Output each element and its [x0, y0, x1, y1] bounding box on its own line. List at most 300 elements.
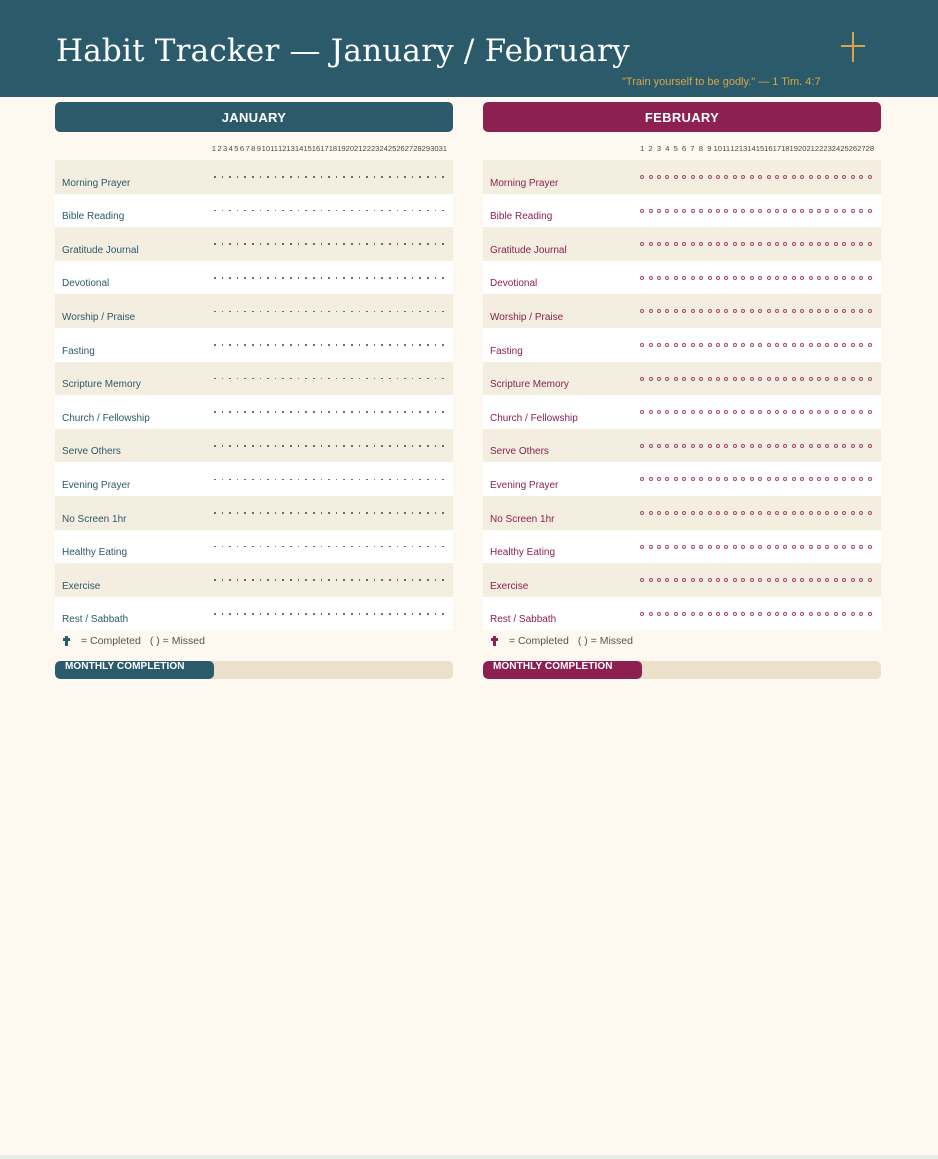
day-checkbox[interactable]	[840, 175, 848, 179]
day-checkbox[interactable]	[764, 309, 772, 313]
day-checkbox[interactable]	[386, 277, 394, 279]
day-checkbox[interactable]	[840, 444, 848, 448]
day-checkbox[interactable]	[234, 344, 242, 346]
day-checkbox[interactable]	[806, 276, 814, 280]
day-checkbox[interactable]	[432, 512, 440, 514]
day-checkbox[interactable]	[672, 612, 680, 616]
day-checkbox[interactable]	[840, 377, 848, 381]
day-checkbox[interactable]	[249, 546, 257, 548]
day-checkbox[interactable]	[815, 309, 823, 313]
day-checkbox[interactable]	[241, 512, 249, 514]
day-checkbox[interactable]	[272, 613, 280, 615]
day-checkbox[interactable]	[371, 344, 379, 346]
day-checkbox[interactable]	[439, 445, 447, 447]
day-checkbox[interactable]	[340, 243, 348, 245]
day-checkbox[interactable]	[348, 210, 356, 212]
day-checkbox[interactable]	[295, 411, 303, 413]
day-checkbox[interactable]	[241, 243, 249, 245]
day-checkbox[interactable]	[333, 210, 341, 212]
day-checkbox[interactable]	[287, 613, 295, 615]
day-checkbox[interactable]	[764, 612, 772, 616]
day-checkbox[interactable]	[689, 309, 697, 313]
day-checkbox[interactable]	[295, 613, 303, 615]
day-checkbox[interactable]	[272, 344, 280, 346]
day-checkbox[interactable]	[798, 343, 806, 347]
day-checkbox[interactable]	[823, 377, 831, 381]
day-checkbox[interactable]	[798, 444, 806, 448]
day-checkbox[interactable]	[287, 546, 295, 548]
day-checkbox[interactable]	[409, 479, 417, 481]
day-checkbox[interactable]	[655, 511, 663, 515]
day-checkbox[interactable]	[416, 579, 424, 581]
day-checkbox[interactable]	[333, 546, 341, 548]
day-checkbox[interactable]	[773, 276, 781, 280]
day-checkbox[interactable]	[832, 410, 840, 414]
day-checkbox[interactable]	[219, 210, 227, 212]
day-checkbox[interactable]	[401, 344, 409, 346]
day-checkbox[interactable]	[756, 276, 764, 280]
day-checkbox[interactable]	[424, 243, 432, 245]
day-checkbox[interactable]	[416, 445, 424, 447]
day-checkbox[interactable]	[401, 311, 409, 313]
day-checkbox[interactable]	[672, 276, 680, 280]
day-checkbox[interactable]	[264, 411, 272, 413]
day-checkbox[interactable]	[234, 579, 242, 581]
day-checkbox[interactable]	[731, 545, 739, 549]
day-checkbox[interactable]	[646, 545, 654, 549]
day-checkbox[interactable]	[439, 411, 447, 413]
day-checkbox[interactable]	[672, 309, 680, 313]
day-checkbox[interactable]	[798, 276, 806, 280]
day-checkbox[interactable]	[790, 444, 798, 448]
day-checkbox[interactable]	[798, 175, 806, 179]
day-checkbox[interactable]	[234, 378, 242, 380]
day-checkbox[interactable]	[386, 243, 394, 245]
day-checkbox[interactable]	[646, 209, 654, 213]
day-checkbox[interactable]	[249, 613, 257, 615]
day-checkbox[interactable]	[663, 175, 671, 179]
day-checkbox[interactable]	[714, 477, 722, 481]
day-checkbox[interactable]	[249, 479, 257, 481]
day-checkbox[interactable]	[781, 377, 789, 381]
day-checkbox[interactable]	[865, 343, 873, 347]
day-checkbox[interactable]	[663, 276, 671, 280]
day-checkbox[interactable]	[249, 277, 257, 279]
day-checkbox[interactable]	[756, 343, 764, 347]
day-checkbox[interactable]	[655, 175, 663, 179]
day-checkbox[interactable]	[318, 512, 326, 514]
day-checkbox[interactable]	[773, 175, 781, 179]
day-checkbox[interactable]	[226, 210, 234, 212]
day-checkbox[interactable]	[857, 175, 865, 179]
day-checkbox[interactable]	[371, 411, 379, 413]
day-checkbox[interactable]	[790, 242, 798, 246]
day-checkbox[interactable]	[333, 479, 341, 481]
day-checkbox[interactable]	[424, 344, 432, 346]
day-checkbox[interactable]	[302, 411, 310, 413]
day-checkbox[interactable]	[310, 311, 318, 313]
day-checkbox[interactable]	[697, 578, 705, 582]
day-checkbox[interactable]	[781, 545, 789, 549]
day-checkbox[interactable]	[211, 210, 219, 212]
day-checkbox[interactable]	[363, 613, 371, 615]
day-checkbox[interactable]	[302, 613, 310, 615]
day-checkbox[interactable]	[815, 276, 823, 280]
day-checkbox[interactable]	[747, 242, 755, 246]
day-checkbox[interactable]	[249, 210, 257, 212]
day-checkbox[interactable]	[257, 176, 265, 178]
day-checkbox[interactable]	[333, 277, 341, 279]
day-checkbox[interactable]	[756, 242, 764, 246]
day-checkbox[interactable]	[409, 512, 417, 514]
day-checkbox[interactable]	[378, 445, 386, 447]
day-checkbox[interactable]	[424, 311, 432, 313]
day-checkbox[interactable]	[857, 410, 865, 414]
day-checkbox[interactable]	[287, 277, 295, 279]
day-checkbox[interactable]	[849, 545, 857, 549]
day-checkbox[interactable]	[378, 546, 386, 548]
day-checkbox[interactable]	[249, 411, 257, 413]
day-checkbox[interactable]	[386, 546, 394, 548]
day-checkbox[interactable]	[234, 311, 242, 313]
day-checkbox[interactable]	[394, 277, 402, 279]
day-checkbox[interactable]	[279, 546, 287, 548]
day-checkbox[interactable]	[356, 479, 364, 481]
day-checkbox[interactable]	[416, 176, 424, 178]
day-checkbox[interactable]	[325, 411, 333, 413]
day-checkbox[interactable]	[756, 309, 764, 313]
day-checkbox[interactable]	[394, 344, 402, 346]
day-checkbox[interactable]	[325, 344, 333, 346]
day-checkbox[interactable]	[279, 512, 287, 514]
day-checkbox[interactable]	[680, 545, 688, 549]
day-checkbox[interactable]	[756, 477, 764, 481]
day-checkbox[interactable]	[302, 210, 310, 212]
day-checkbox[interactable]	[747, 276, 755, 280]
day-checkbox[interactable]	[689, 276, 697, 280]
day-checkbox[interactable]	[857, 309, 865, 313]
day-checkbox[interactable]	[764, 410, 772, 414]
day-checkbox[interactable]	[279, 277, 287, 279]
day-checkbox[interactable]	[680, 477, 688, 481]
day-checkbox[interactable]	[739, 175, 747, 179]
day-checkbox[interactable]	[371, 512, 379, 514]
day-checkbox[interactable]	[264, 311, 272, 313]
day-checkbox[interactable]	[363, 277, 371, 279]
day-checkbox[interactable]	[386, 210, 394, 212]
day-checkbox[interactable]	[663, 343, 671, 347]
day-checkbox[interactable]	[416, 613, 424, 615]
day-checkbox[interactable]	[705, 511, 713, 515]
day-checkbox[interactable]	[722, 175, 730, 179]
day-checkbox[interactable]	[857, 276, 865, 280]
day-checkbox[interactable]	[333, 344, 341, 346]
day-checkbox[interactable]	[764, 545, 772, 549]
day-checkbox[interactable]	[356, 277, 364, 279]
day-checkbox[interactable]	[249, 378, 257, 380]
day-checkbox[interactable]	[287, 210, 295, 212]
day-checkbox[interactable]	[264, 176, 272, 178]
day-checkbox[interactable]	[823, 477, 831, 481]
day-checkbox[interactable]	[722, 477, 730, 481]
day-checkbox[interactable]	[739, 242, 747, 246]
day-checkbox[interactable]	[318, 243, 326, 245]
day-checkbox[interactable]	[697, 612, 705, 616]
day-checkbox[interactable]	[806, 477, 814, 481]
day-checkbox[interactable]	[378, 176, 386, 178]
day-checkbox[interactable]	[401, 546, 409, 548]
day-checkbox[interactable]	[865, 477, 873, 481]
day-checkbox[interactable]	[241, 613, 249, 615]
day-checkbox[interactable]	[697, 309, 705, 313]
day-checkbox[interactable]	[672, 410, 680, 414]
day-checkbox[interactable]	[295, 210, 303, 212]
day-checkbox[interactable]	[348, 479, 356, 481]
day-checkbox[interactable]	[747, 511, 755, 515]
day-checkbox[interactable]	[806, 410, 814, 414]
day-checkbox[interactable]	[211, 243, 219, 245]
day-checkbox[interactable]	[264, 445, 272, 447]
day-checkbox[interactable]	[705, 410, 713, 414]
day-checkbox[interactable]	[865, 578, 873, 582]
day-checkbox[interactable]	[432, 277, 440, 279]
day-checkbox[interactable]	[764, 578, 772, 582]
day-checkbox[interactable]	[394, 613, 402, 615]
day-checkbox[interactable]	[798, 477, 806, 481]
day-checkbox[interactable]	[416, 378, 424, 380]
day-checkbox[interactable]	[832, 209, 840, 213]
day-checkbox[interactable]	[680, 578, 688, 582]
day-checkbox[interactable]	[705, 276, 713, 280]
day-checkbox[interactable]	[424, 613, 432, 615]
day-checkbox[interactable]	[234, 243, 242, 245]
day-checkbox[interactable]	[790, 612, 798, 616]
day-checkbox[interactable]	[439, 344, 447, 346]
day-checkbox[interactable]	[386, 613, 394, 615]
day-checkbox[interactable]	[756, 578, 764, 582]
day-checkbox[interactable]	[325, 479, 333, 481]
day-checkbox[interactable]	[226, 546, 234, 548]
day-checkbox[interactable]	[790, 511, 798, 515]
day-checkbox[interactable]	[705, 242, 713, 246]
day-checkbox[interactable]	[739, 209, 747, 213]
day-checkbox[interactable]	[806, 309, 814, 313]
day-checkbox[interactable]	[832, 377, 840, 381]
day-checkbox[interactable]	[211, 277, 219, 279]
day-checkbox[interactable]	[424, 277, 432, 279]
day-checkbox[interactable]	[672, 578, 680, 582]
day-checkbox[interactable]	[241, 579, 249, 581]
day-checkbox[interactable]	[279, 344, 287, 346]
day-checkbox[interactable]	[219, 579, 227, 581]
day-checkbox[interactable]	[310, 579, 318, 581]
day-checkbox[interactable]	[638, 242, 646, 246]
day-checkbox[interactable]	[731, 242, 739, 246]
day-checkbox[interactable]	[424, 546, 432, 548]
day-checkbox[interactable]	[340, 176, 348, 178]
day-checkbox[interactable]	[731, 276, 739, 280]
day-checkbox[interactable]	[241, 277, 249, 279]
day-checkbox[interactable]	[378, 378, 386, 380]
day-checkbox[interactable]	[781, 477, 789, 481]
day-checkbox[interactable]	[638, 477, 646, 481]
day-checkbox[interactable]	[697, 410, 705, 414]
day-checkbox[interactable]	[348, 579, 356, 581]
day-checkbox[interactable]	[401, 243, 409, 245]
day-checkbox[interactable]	[689, 209, 697, 213]
day-checkbox[interactable]	[798, 612, 806, 616]
day-checkbox[interactable]	[310, 243, 318, 245]
day-checkbox[interactable]	[773, 545, 781, 549]
day-checkbox[interactable]	[857, 444, 865, 448]
day-checkbox[interactable]	[731, 578, 739, 582]
day-checkbox[interactable]	[401, 579, 409, 581]
day-checkbox[interactable]	[219, 176, 227, 178]
day-checkbox[interactable]	[840, 309, 848, 313]
day-checkbox[interactable]	[865, 410, 873, 414]
day-checkbox[interactable]	[416, 210, 424, 212]
day-checkbox[interactable]	[378, 479, 386, 481]
day-checkbox[interactable]	[764, 444, 772, 448]
day-checkbox[interactable]	[340, 210, 348, 212]
day-checkbox[interactable]	[773, 209, 781, 213]
day-checkbox[interactable]	[714, 343, 722, 347]
day-checkbox[interactable]	[348, 411, 356, 413]
day-checkbox[interactable]	[257, 277, 265, 279]
day-checkbox[interactable]	[394, 311, 402, 313]
day-checkbox[interactable]	[781, 410, 789, 414]
day-checkbox[interactable]	[394, 479, 402, 481]
day-checkbox[interactable]	[655, 276, 663, 280]
day-checkbox[interactable]	[798, 545, 806, 549]
day-checkbox[interactable]	[272, 243, 280, 245]
day-checkbox[interactable]	[356, 579, 364, 581]
day-checkbox[interactable]	[325, 613, 333, 615]
day-checkbox[interactable]	[378, 613, 386, 615]
day-checkbox[interactable]	[318, 445, 326, 447]
day-checkbox[interactable]	[424, 210, 432, 212]
day-checkbox[interactable]	[849, 377, 857, 381]
day-checkbox[interactable]	[815, 578, 823, 582]
day-checkbox[interactable]	[219, 613, 227, 615]
day-checkbox[interactable]	[401, 512, 409, 514]
day-checkbox[interactable]	[302, 479, 310, 481]
day-checkbox[interactable]	[416, 512, 424, 514]
day-checkbox[interactable]	[714, 612, 722, 616]
day-checkbox[interactable]	[857, 209, 865, 213]
day-checkbox[interactable]	[386, 378, 394, 380]
day-checkbox[interactable]	[798, 410, 806, 414]
day-checkbox[interactable]	[287, 344, 295, 346]
day-checkbox[interactable]	[439, 176, 447, 178]
day-checkbox[interactable]	[424, 176, 432, 178]
day-checkbox[interactable]	[226, 176, 234, 178]
day-checkbox[interactable]	[849, 578, 857, 582]
day-checkbox[interactable]	[226, 243, 234, 245]
day-checkbox[interactable]	[333, 378, 341, 380]
day-checkbox[interactable]	[249, 311, 257, 313]
day-checkbox[interactable]	[697, 545, 705, 549]
day-checkbox[interactable]	[272, 411, 280, 413]
day-checkbox[interactable]	[401, 479, 409, 481]
day-checkbox[interactable]	[638, 545, 646, 549]
day-checkbox[interactable]	[781, 209, 789, 213]
day-checkbox[interactable]	[394, 579, 402, 581]
day-checkbox[interactable]	[241, 210, 249, 212]
day-checkbox[interactable]	[747, 377, 755, 381]
day-checkbox[interactable]	[264, 210, 272, 212]
day-checkbox[interactable]	[272, 479, 280, 481]
day-checkbox[interactable]	[219, 243, 227, 245]
day-checkbox[interactable]	[416, 411, 424, 413]
day-checkbox[interactable]	[257, 411, 265, 413]
day-checkbox[interactable]	[249, 344, 257, 346]
day-checkbox[interactable]	[363, 479, 371, 481]
day-checkbox[interactable]	[764, 175, 772, 179]
day-checkbox[interactable]	[371, 378, 379, 380]
day-checkbox[interactable]	[773, 578, 781, 582]
day-checkbox[interactable]	[340, 479, 348, 481]
day-checkbox[interactable]	[764, 276, 772, 280]
day-checkbox[interactable]	[348, 344, 356, 346]
day-checkbox[interactable]	[739, 276, 747, 280]
day-checkbox[interactable]	[386, 445, 394, 447]
day-checkbox[interactable]	[806, 545, 814, 549]
day-checkbox[interactable]	[865, 175, 873, 179]
day-checkbox[interactable]	[325, 445, 333, 447]
day-checkbox[interactable]	[340, 378, 348, 380]
day-checkbox[interactable]	[257, 512, 265, 514]
day-checkbox[interactable]	[781, 276, 789, 280]
day-checkbox[interactable]	[416, 311, 424, 313]
day-checkbox[interactable]	[781, 444, 789, 448]
day-checkbox[interactable]	[310, 344, 318, 346]
day-checkbox[interactable]	[295, 479, 303, 481]
day-checkbox[interactable]	[394, 512, 402, 514]
day-checkbox[interactable]	[689, 511, 697, 515]
day-checkbox[interactable]	[638, 444, 646, 448]
day-checkbox[interactable]	[655, 343, 663, 347]
day-checkbox[interactable]	[764, 477, 772, 481]
day-checkbox[interactable]	[386, 311, 394, 313]
day-checkbox[interactable]	[739, 377, 747, 381]
day-checkbox[interactable]	[371, 243, 379, 245]
day-checkbox[interactable]	[234, 479, 242, 481]
day-checkbox[interactable]	[340, 445, 348, 447]
day-checkbox[interactable]	[663, 545, 671, 549]
day-checkbox[interactable]	[655, 209, 663, 213]
day-checkbox[interactable]	[272, 579, 280, 581]
day-checkbox[interactable]	[424, 512, 432, 514]
day-checkbox[interactable]	[781, 175, 789, 179]
day-checkbox[interactable]	[638, 612, 646, 616]
day-checkbox[interactable]	[655, 477, 663, 481]
day-checkbox[interactable]	[318, 176, 326, 178]
day-checkbox[interactable]	[264, 243, 272, 245]
day-checkbox[interactable]	[697, 209, 705, 213]
day-checkbox[interactable]	[340, 579, 348, 581]
day-checkbox[interactable]	[310, 613, 318, 615]
day-checkbox[interactable]	[857, 511, 865, 515]
day-checkbox[interactable]	[638, 309, 646, 313]
day-checkbox[interactable]	[747, 477, 755, 481]
day-checkbox[interactable]	[646, 511, 654, 515]
day-checkbox[interactable]	[318, 546, 326, 548]
day-checkbox[interactable]	[363, 378, 371, 380]
day-checkbox[interactable]	[823, 612, 831, 616]
day-checkbox[interactable]	[226, 311, 234, 313]
day-checkbox[interactable]	[287, 311, 295, 313]
